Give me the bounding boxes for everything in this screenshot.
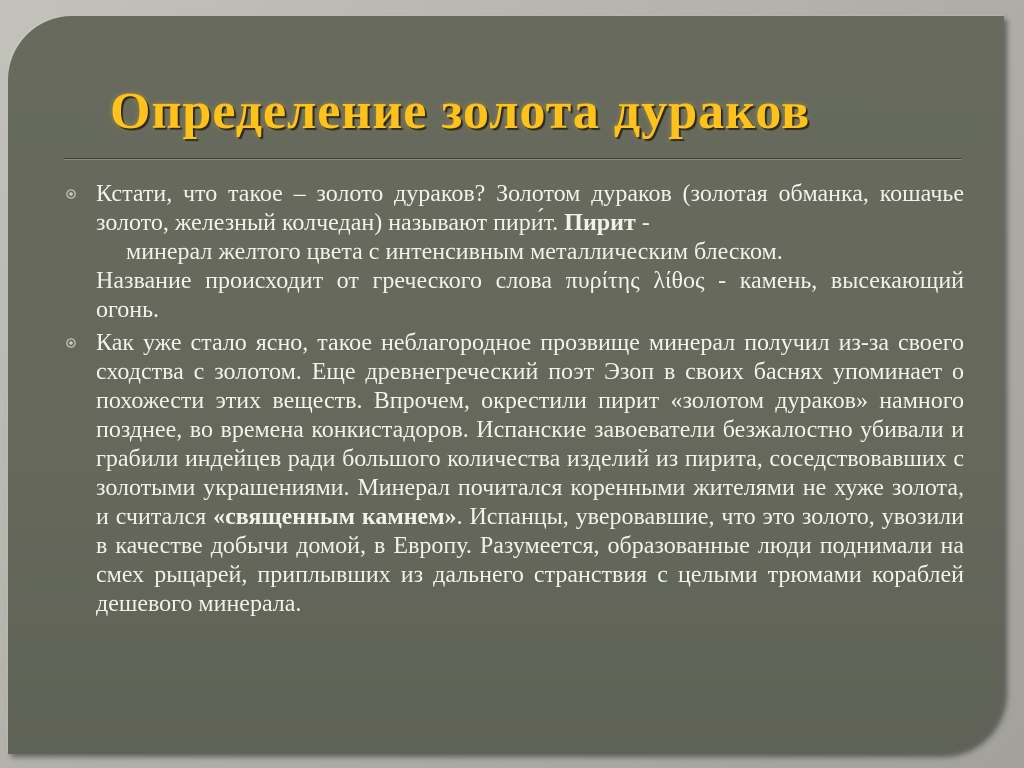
bullet-bold-text: Пирит <box>564 210 636 236</box>
bullet-text: Как уже стало ясно, такое неблагородное прозвище минерал получил из-за своего сходства с золотом. Еще древнегреческий поэт Эзоп в своих баснях упоминает о похожести этих веществ. Впрочем, окрестили пирит «золотом дураков» намного позднее, во времена конкистадоров. Испанские завоеватели безжалостно убивали и грабили индейцев ради большого количества изделий из пирита, соседствовавших с золотыми украшениями. Минерал почитался коренными жителями не хуже золота, и считался <box>96 330 964 530</box>
bullet-item-1 <box>62 180 964 325</box>
bullet-icon <box>66 338 76 348</box>
bullet-text: - <box>635 210 650 236</box>
bullet-bold-text: «священным камнем» <box>213 504 457 530</box>
slide-content <box>62 180 964 623</box>
bullet-item-2 <box>62 329 964 619</box>
bullet-text: Кстати, что такое – золото дураков? Золотом дураков (золотая обманка, кошачье золото, железный колчедан) называют пири́т. <box>96 181 964 236</box>
bullet-icon <box>66 189 76 199</box>
title-divider <box>64 158 962 160</box>
bullet-text: минерал желтого цвета с интенсивным металлическим блеском. <box>126 239 783 265</box>
bullet-text: . Испанцы, уверовавшие, что это золото, увозили в качестве добычи домой, в Европу. Разумеется, образованные люди поднимали на смех рыцарей, приплывших из дальнего странствия с целыми трюмами кораблей дешевого минерала. <box>96 504 965 617</box>
slide-title: Определение золота дураков <box>110 83 811 140</box>
bullet-text: Название происходит от греческого слова πυρίτης λίθος - камень, высекающий огонь. <box>96 268 964 323</box>
